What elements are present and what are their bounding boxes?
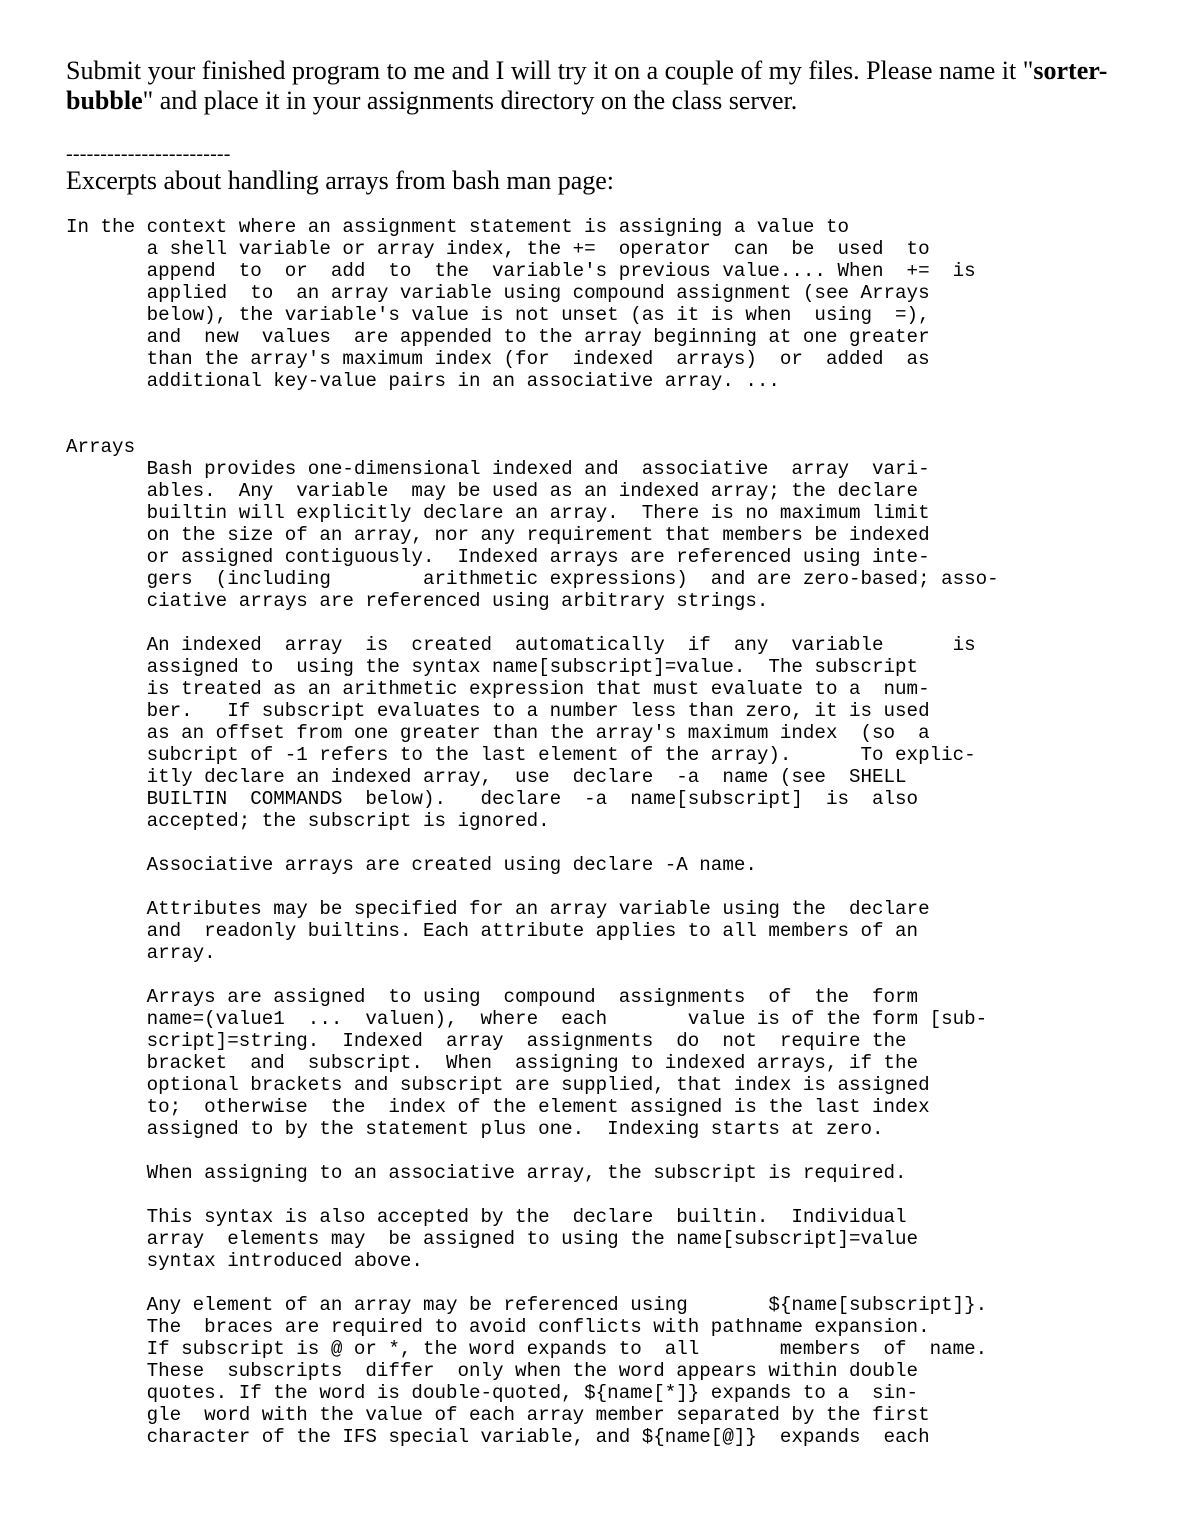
assignment-operator-excerpt: In the context where an assignment statement is assigning a value to a shell variable or array index, the += operator can be used to append to or add to the variable's previous value.... When += is applied to an array variable using compound assignment (see Arrays below), the variable's value is not unset (as it is when using =), and new values are appended to the array beginning at one greater than the array's maximum index (for indexed arrays) or added as additional key-value pairs in an associative array. ... — [66, 216, 976, 392]
arrays-paragraph-attributes: Attributes may be specified for an array variable using the declare and readonly builtins. Each attribute applies to all members of an array. — [146, 898, 930, 964]
divider-line: ------------------------ — [66, 143, 231, 165]
arrays-paragraph-associative: Associative arrays are created using declare -A name. — [66, 854, 757, 876]
arrays-paragraph-indexed: An indexed array is created automatically if any variable is assigned to using the syntax name[subscript]=value. The subscript is treated as an arithmetic expression that must evaluate to a num- ber. If subscript evaluates to a number less than zero, it is used as an offset from one greater than the array's maximum index (so a subcript of -1 refers to the last element of the array). To explic- itly declare an indexed array, use declare -a name (see SHELL BUILTIN COMMANDS below). declare -a name[subscript] is also accepted; the subscript is ignored. — [146, 634, 976, 832]
arrays-paragraph-associative-subscript: When assigning to an associative array, the subscript is required. — [66, 1162, 907, 1184]
arrays-paragraph-overview: Bash provides one-dimensional indexed and associative array vari- ables. Any variable may be used as an indexed array; the declare builtin will explicitly declare an array. There is no maximum limit on the size of an array, nor any requirement that members be indexed or assigned contiguously. Indexed arrays are referenced using inte- gers (including arithmetic expressions) and are zero-based; asso- ciative arrays are referenced using arbitrary strings. — [146, 458, 999, 612]
excerpt-heading: Excerpts about handling arrays from bash man page: — [66, 166, 614, 195]
document-page — [66, 56, 1126, 1448]
intro-text-after: " and place it in your assignments directory on the class server. — [142, 86, 798, 115]
intro-text-before: Submit your finished program to me and I will try it on a couple of my files. Please name it " — [66, 56, 1034, 85]
submission-instructions — [66, 56, 1126, 116]
arrays-paragraph-referencing: Any element of an array may be referenced using ${name[subscript]}. The braces are required to avoid conflicts with pathname expansion. If subscript is @ or *, the word expands to all members of name. These subscripts differ only when the word appears within double quotes. If the word is double-quoted, ${name[*]} expands to a sin- gle word with the value of each array member separated by the first character of the IFS special variable, and ${name[@]} expands each — [146, 1294, 988, 1448]
arrays-paragraph-compound-assignment: Arrays are assigned to using compound assignments of the form name=(value1 ... valuen), where each value is of the form [sub- script]=string. Indexed array assignments do not require the bracket and subscript. When assigning to indexed arrays, if the optional brackets and subscript are supplied, that index is assigned to; otherwise the index of the element assigned is the last index assigned to by the statement plus one. Indexing starts at zero. — [146, 986, 988, 1140]
program-name-part-2: bubble — [66, 86, 143, 115]
program-name-part-1: sorter- — [1033, 56, 1108, 85]
arrays-section-heading: Arrays — [66, 436, 136, 458]
arrays-paragraph-declare-builtin: This syntax is also accepted by the declare builtin. Individual array elements may be assigned to using the name[subscript]=value syntax introduced above. — [146, 1206, 919, 1272]
